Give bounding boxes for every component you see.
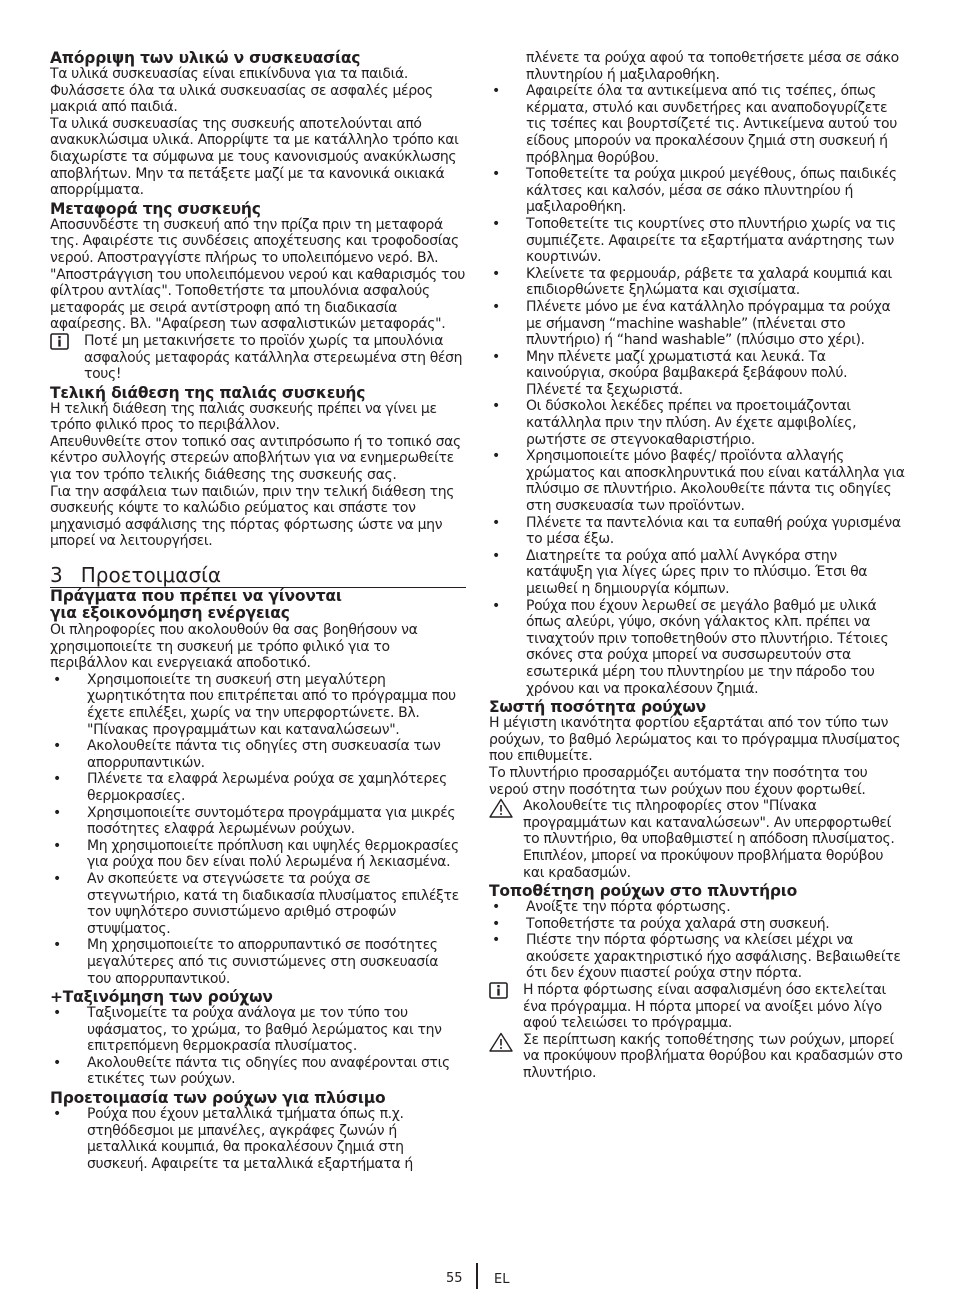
list-item: • Χρησιμοποιείτε τη συσκευή στη μεγαλύτερη χωρητικότητα που επιτρέπεται από το πρόγραμμα που έχετε επιλέξει, χωρίς να την υπερφορτώνετε. Βλ. "Πίνακας προγραμμάτων και καταναλώσεων". bbox=[50, 672, 466, 738]
paragraph: Οι πληροφορίες που ακολουθούν θα σας βοηθήσουν να χρησιμοποιείτε τη συσκευή με τρόπο φιλικό για το περιβάλλον και ενεργειακά αποδοτικό. bbox=[50, 622, 418, 672]
section-title-correct-load: Σωστή ποσότητα ρούχων bbox=[489, 698, 706, 717]
section-title-old-appliance-disposal: Τελική διάθεση της παλιάς συσκευής bbox=[50, 383, 366, 402]
list-item: • Πιέστε την πόρτα φόρτωσης να κλείσει μέχρι να ακούσετε χαρακτηριστικό ήχο ασφάλισης. Βεβαιωθείτε ότι δεν έχουν πιαστεί ρούχα στην πόρτα. bbox=[489, 932, 905, 982]
list-item: • Πλένετε τα παντελόνια και τα ευπαθή ρούχα γυρισμένα το μέσα έξω. bbox=[489, 515, 905, 548]
footer-divider bbox=[476, 1263, 478, 1289]
left-column bbox=[50, 50, 466, 1172]
list-item: • Πλένετε τα ελαφρά λερωμένα ρούχα σε χαμηλότερες θερμοκρασίες. bbox=[50, 771, 466, 804]
warning-note: Ακολουθείτε τις πληροφορίες στον "Πίνακα προγραμμάτων και καταναλώσεων". Αν υπερφορτωθεί το πλυντήριο, θα υποβαθμιστεί η απόδοση πλυσίματος. Επιπλέον, μπορεί να προκύψουν προβλήματα θορύβου και κραδασμών. bbox=[489, 798, 905, 881]
paragraph: Για την ασφάλεια των παιδιών, πριν την τελική διάθεση της συσκευής κόψτε το καλώδιο ρεύματος και σπάστε τον μηχανισμό ασφάλισης της πόρτας φόρτωσης ώστε να μην μπορεί να λειτουργήσει. bbox=[50, 483, 455, 550]
section-title-sorting: +Ταξινόμηση των ρούχων bbox=[50, 988, 273, 1007]
list-item: • Τοποθετείτε τις κουρτίνες στο πλυντήριο χωρίς να τις συμπιέζετε. Αφαιρείτε τα εξαρτήματα ανάρτησης των κουρτινών. bbox=[489, 216, 905, 266]
paragraph: Τα υλικά συσκευασίας είναι επικίνδυνα για τα παιδιά. Φυλάσσετε όλα τα υλικά συσκευασίας σε ασφαλές μέρος μακριά από παιδιά. bbox=[50, 66, 433, 116]
list-item: • Χρησιμοποιείτε συντομότερα προγράμματα για μικρές ποσότητες ελαφρά λερωμένων ρούχων. bbox=[50, 805, 466, 838]
list-item: • Χρησιμοποιείτε μόνο βαφές/ προϊόντα αλλαγής χρώματος και αποσκληρυντικά που είναι κατάλληλα για πλύσιμο σε πλυντήριο. Ακολουθείτε πάντα τις οδηγίες στη συσκευασία των προϊόντων. bbox=[489, 448, 905, 514]
list-item: • Οι δύσκολοι λεκέδες πρέπει να προετοιμάζονται κατάλληλα πριν την πλύση. Αν έχετε αμφιβολίες, ρωτήστε σε στεγνοκαθαριστήριο. bbox=[489, 398, 905, 448]
section-title-energy-saving: Πράγματα που πρέπει να γίνονται για εξοικονόμηση ενέργειας bbox=[50, 587, 342, 623]
info-icon bbox=[50, 333, 84, 349]
section-title-packaging-disposal: Απόρριψη των υλικώ ν συσκευασίας bbox=[50, 49, 361, 67]
info-icon bbox=[489, 982, 523, 998]
list-item: • Πλένετε μόνο με ένα κατάλληλο πρόγραμμα τα ρούχα με σήμανση “machine washable” (πλένεται στο πλυντήριο) ή “hand washable” (πλύσιμο στο χέρι). bbox=[489, 299, 905, 349]
preparing-list-continued bbox=[489, 83, 905, 697]
list-item: • Ακολουθείτε πάντα τις οδηγίες στη συσκευασία των απορρυπαντικών. bbox=[50, 738, 466, 771]
section-title-transport: Μεταφορά της συσκευής bbox=[50, 199, 261, 218]
list-item: • Τοποθετείτε τα ρούχα μικρού μεγέθους, όπως παιδικές κάλτσες και καλσόν, μέσα σε σάκο πλυντηρίου ή μαξιλαροθήκη. bbox=[489, 166, 905, 216]
paragraph: Τα υλικά συσκευασίας της συσκευής αποτελούνται από ανακυκλώσιμα υλικά. Απορρίψτε τα με κατάλληλο τρόπο και διαχωρίστε τα σύμφωνα με τους κανονισμούς ανακύκλωσης αποβλήτων. Μην τα πετάξετε μαζί με τα κανονικά οικιακά απορρίμματα. bbox=[50, 115, 459, 199]
list-item: • Μη χρησιμοποιείτε το απορρυπαντικό σε ποσότητες μεγαλύτερες από τις συνιστώμενες στη συσκευασία του απορρυπαντικού. bbox=[50, 937, 466, 987]
loading-list bbox=[489, 899, 905, 982]
list-item: • Τοποθετήστε τα ρούχα χαλαρά στη συσκευή. bbox=[489, 916, 905, 933]
list-item: • Ρούχα που έχουν μεταλλικά τμήματα όπως π.χ. στηθόδεσμοι με μπανέλες, αγκράφες ζωνών ή μεταλλικά κουμπιά, θα προκαλέσουν ζημιά στη συσκευή. Αφαιρείτε τα μεταλλικά εξαρτήματα ή bbox=[50, 1106, 466, 1172]
paragraph: Η τελική διάθεση της παλιάς συσκευής πρέπει να γίνει με τρόπο φιλικό προς το περιβάλλον. bbox=[50, 400, 437, 434]
list-item: • Ακολουθείτε πάντα τις οδηγίες που αναφέρονται στις ετικέτες των ρούχων. bbox=[50, 1055, 466, 1088]
chapter-title: 3 Προετοιμασία bbox=[50, 563, 222, 588]
energy-saving-list bbox=[50, 672, 466, 987]
sorting-list bbox=[50, 1005, 466, 1088]
list-item: • Ανοίξτε την πόρτα φόρτωσης. bbox=[489, 899, 905, 916]
list-item: • Μην πλένετε μαζί χρωματιστά και λευκά. Τα καινούργια, σκούρα βαμβακερά ξεβάφουν πολύ. Πλένετέ τα ξεχωριστά. bbox=[489, 349, 905, 399]
list-item: • Διατηρείτε τα ρούχα από μαλλί Ανγκόρα στην κατάψυξη για λίγες ώρες πριν το πλύσιμο. Έτσι θα μειωθεί η δημιουργία κόμπων. bbox=[489, 548, 905, 598]
language-code: EL bbox=[494, 1272, 510, 1287]
warning-note: Σε περίπτωση κακής τοποθέτησης των ρούχων, μπορεί να προκύψουν προβλήματα θορύβου και κραδασμών στο πλυντήριο. bbox=[489, 1032, 905, 1082]
list-item: • Μη χρησιμοποιείτε πρόπλυση και υψηλές θερμοκρασίες για ρούχα που δεν είναι πολύ λερωμένα ή λεκιασμένα. bbox=[50, 838, 466, 871]
paragraph: Η μέγιστη ικανότητα φορτίου εξαρτάται από τον τύπο των ρούχων, το βαθμό λερώματος και το πρόγραμμα πλυσίματος που επιθυμείτε. bbox=[489, 715, 901, 765]
paragraph: Απευθυνθείτε στον τοπικό σας αντιπρόσωπο ή το τοπικό σας κέντρο συλλογής στερεών αποβλήτων για να ενημερωθείτε για τον τρόπο τελικής διάθεσης της συσκευής σας. bbox=[50, 433, 461, 484]
warning-icon bbox=[489, 1032, 523, 1048]
section-title-loading-laundry: Τοποθέτηση ρούχων στο πλυντήριο bbox=[489, 882, 798, 901]
warning-icon bbox=[489, 798, 523, 814]
chapter-heading bbox=[50, 564, 466, 588]
list-item: • Αφαιρείτε όλα τα αντικείμενα από τις τσέπες, όπως κέρματα, στυλό και συνδετήρες και αναποδογυρίζετε τις τσέπες και βουρτσίζετέ τις. Αντικείμενα αυτού του είδους μπορούν να προκαλέσουν ζημιά στη συσκευή ή πρόβλημα θορύβου. bbox=[489, 83, 905, 166]
paragraph: Αποσυνδέστε τη συσκευή από την πρίζα πριν τη μεταφορά της. Αφαιρέστε τις συνδέσεις αποχέτευσης και τροφοδοσίας νερού. Αποστραγγίστε πλήρως το υπολειπόμενο νερό. Βλ. "Αποστράγγιση του υπολειπόμενου νερού και καθαρισμός του φίλτρου αντλίας". Τοποθετήστε τα μπουλόνια ασφαλούς μεταφοράς με σειρά αντίστροφη από τη διαδικασία αφαίρεσης. Βλ. "Αφαίρεση των ασφαλιστικών μεταφοράς". bbox=[50, 216, 466, 333]
list-item: • Αν σκοπεύετε να στεγνώσετε τα ρούχα σε στεγνωτήριο, κατά τη διαδικασία πλυσίματος επιλέξτε τον υψηλότερο συνιστώμενο αριθμό στροφών στυψίματος. bbox=[50, 871, 466, 937]
list-item: • Ταξινομείτε τα ρούχα ανάλογα με τον τύπο του υφάσματος, το χρώμα, το βαθμό λερώματος και την επιτρεπόμενη θερμοκρασία πλυσίματος. bbox=[50, 1005, 466, 1055]
continued-text: πλένετε τα ρούχα αφού τα τοποθετήσετε μέσα σε σάκο πλυντηρίου ή μαξιλαροθήκη. bbox=[526, 50, 899, 83]
page-number: 55 bbox=[446, 1271, 463, 1286]
paragraph: Το πλυντήριο προσαρμόζει αυτόματα την ποσότητα του νερού στην ποσότητα των ρούχων που έχουν φορτωθεί. bbox=[489, 764, 868, 798]
list-item: • Κλείνετε τα φερμουάρ, ράβετε τα χαλαρά κουμπιά και επιδιορθώνετε ξηλώματα και σχισίματα. bbox=[489, 266, 905, 299]
right-column bbox=[489, 50, 905, 1082]
list-item: • Ρούχα που έχουν λερωθεί σε μεγάλο βαθμό με υλικά όπως αλεύρι, γύψο, σκόνη γάλακτος κλπ. πρέπει να τιναχτούν πριν τοποθετηθούν στο πλυντήριο. Τέτοιες σκόνες στα ρούχα μπορεί να συσσωρευτούν στα εσωτερικά μέρη του πλυντηρίου με την πάροδο του χρόνου και να προκαλέσουν ζημιά. bbox=[489, 598, 905, 698]
info-note: Ποτέ μη μετακινήσετε το προϊόν χωρίς τα μπουλόνια ασφαλούς μεταφοράς κατάλληλα στερεωμένα στη θέση τους! bbox=[50, 333, 466, 383]
info-note: Η πόρτα φόρτωσης είναι ασφαλισμένη όσο εκτελείται ένα πρόγραμμα. Η πόρτα μπορεί να ανοίξει μόνο λίγο αφού τελειώσει το πρόγραμμα. bbox=[489, 982, 905, 1032]
section-title-preparing-laundry: Προετοιμασία των ρούχων για πλύσιμο bbox=[50, 1089, 386, 1108]
preparing-list bbox=[50, 1106, 466, 1172]
